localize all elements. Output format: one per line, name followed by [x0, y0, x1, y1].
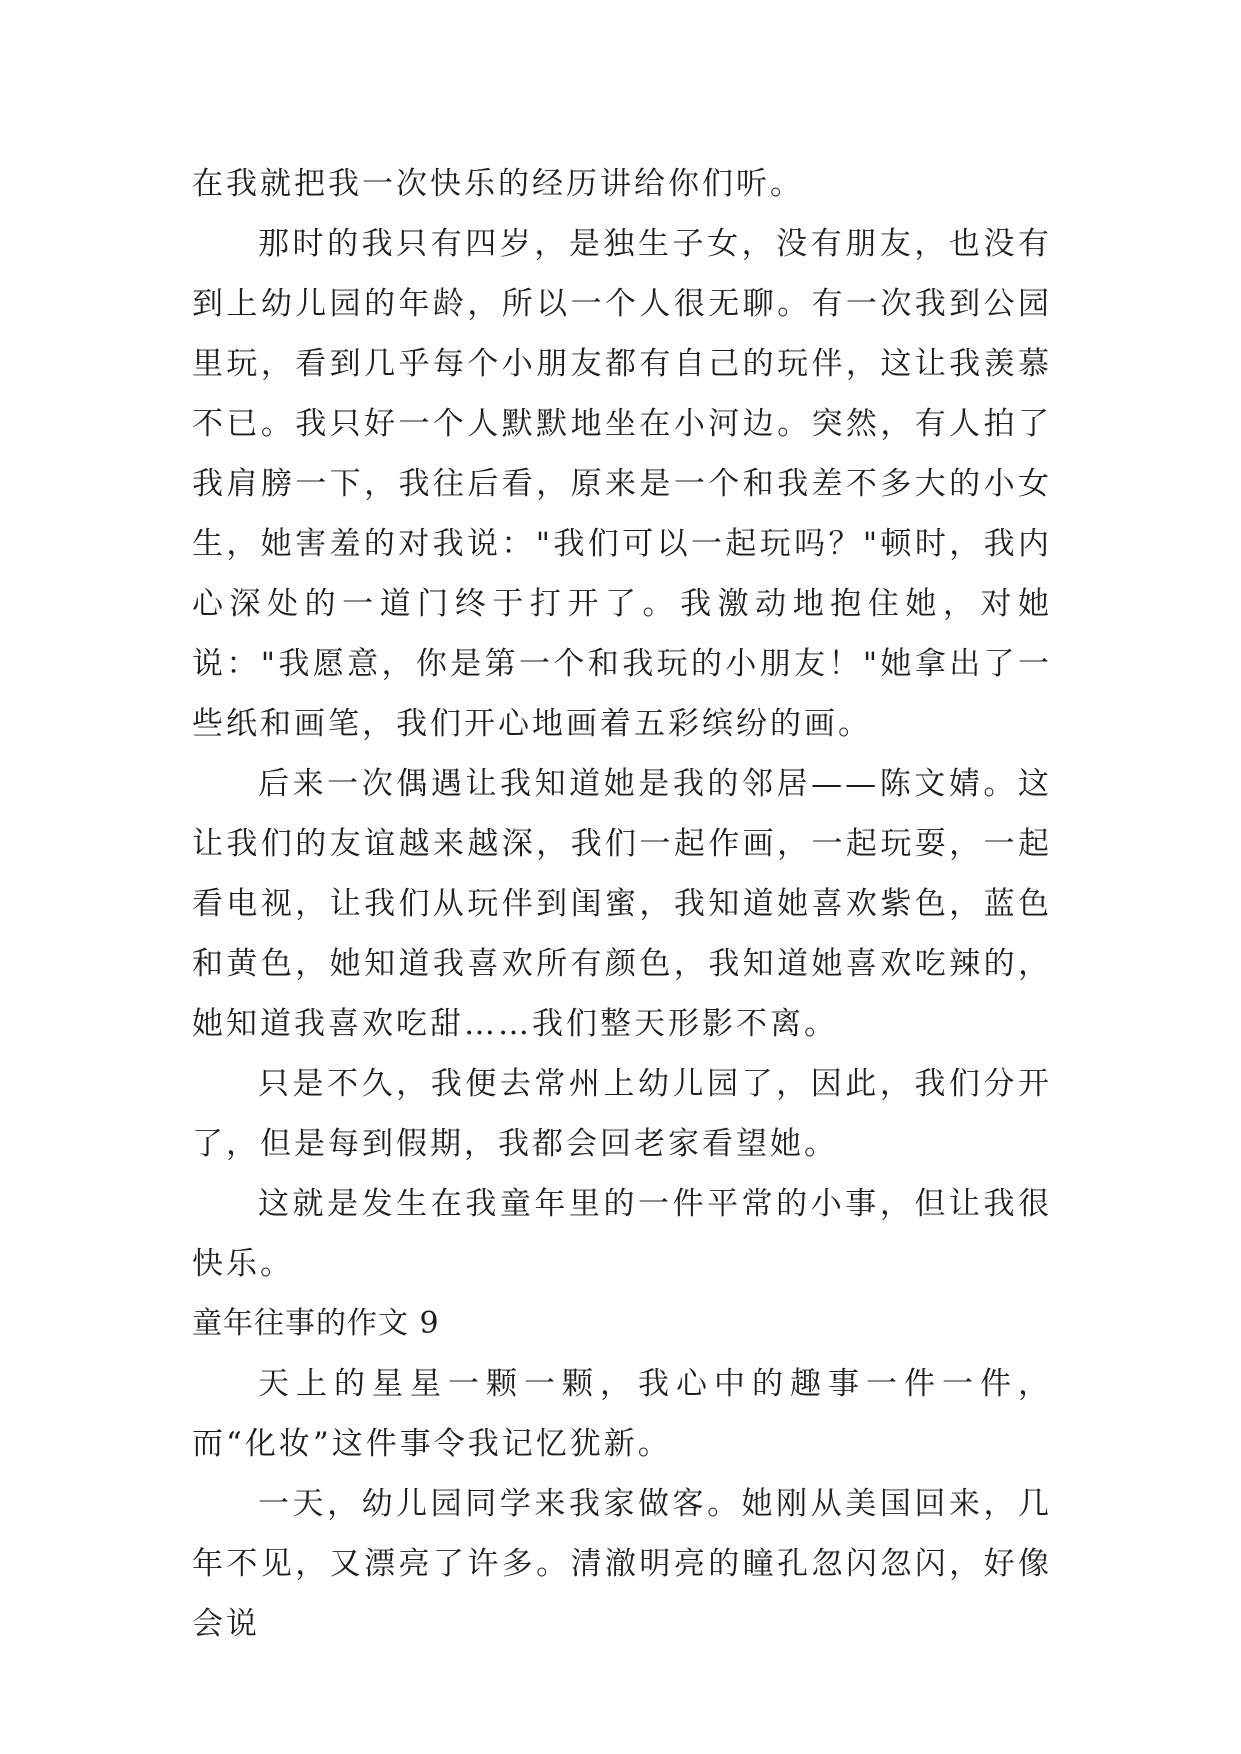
section-title: 童年往事的作文 9: [192, 1306, 440, 1341]
paragraph: 那时的我只有四岁，是独生子女，没有朋友，也没有到上幼儿园的年龄，所以一个人很无聊。有一次我到公园里玩，看到几乎每个小朋友都有自己的玩伴，这让我羡慕不已。我只好一个人默默地坐在小河边。突然，有人拍了我肩膀一下，我往后看，原来是一个和我差不多大的小女生，她害羞的对我说："我们可以一起玩吗？"顿时，我内心深处的一道门终于打开了。我激动地抱住她，对她说："我愿意，你是第一个和我玩的小朋友！"她拿出了一些纸和画笔，我们开心地画着五彩缤纷的画。: [192, 226, 1052, 742]
paragraph: 在我就把我一次快乐的经历讲给你们听。: [192, 166, 804, 202]
paragraph: 后来一次偶遇让我知道她是我的邻居——陈文婧。这让我们的友谊越来越深，我们一起作画，一起玩耍，一起看电视，让我们从玩伴到闺蜜，我知道她喜欢紫色，蓝色和黄色，她知道我喜欢所有颜色，我知道她喜欢吃辣的，她知道我喜欢吃甜……我们整天形影不离。: [192, 766, 1052, 1042]
paragraph: 这就是发生在我童年里的一件平常的小事，但让我很快乐。: [192, 1186, 1052, 1282]
document-body: [192, 154, 1052, 1654]
paragraph: 天上的星星一颗一颗，我心中的趣事一件一件，而“化妆”这件事令我记忆犹新。: [192, 1366, 1052, 1462]
paragraph: 一天，幼儿园同学来我家做客。她刚从美国回来，几年不见，又漂亮了许多。清澈明亮的瞳孔忽闪忽闪，好像会说: [192, 1486, 1052, 1642]
paragraph: 只是不久，我便去常州上幼儿园了，因此，我们分开了，但是每到假期，我都会回老家看望她。: [192, 1066, 1052, 1162]
